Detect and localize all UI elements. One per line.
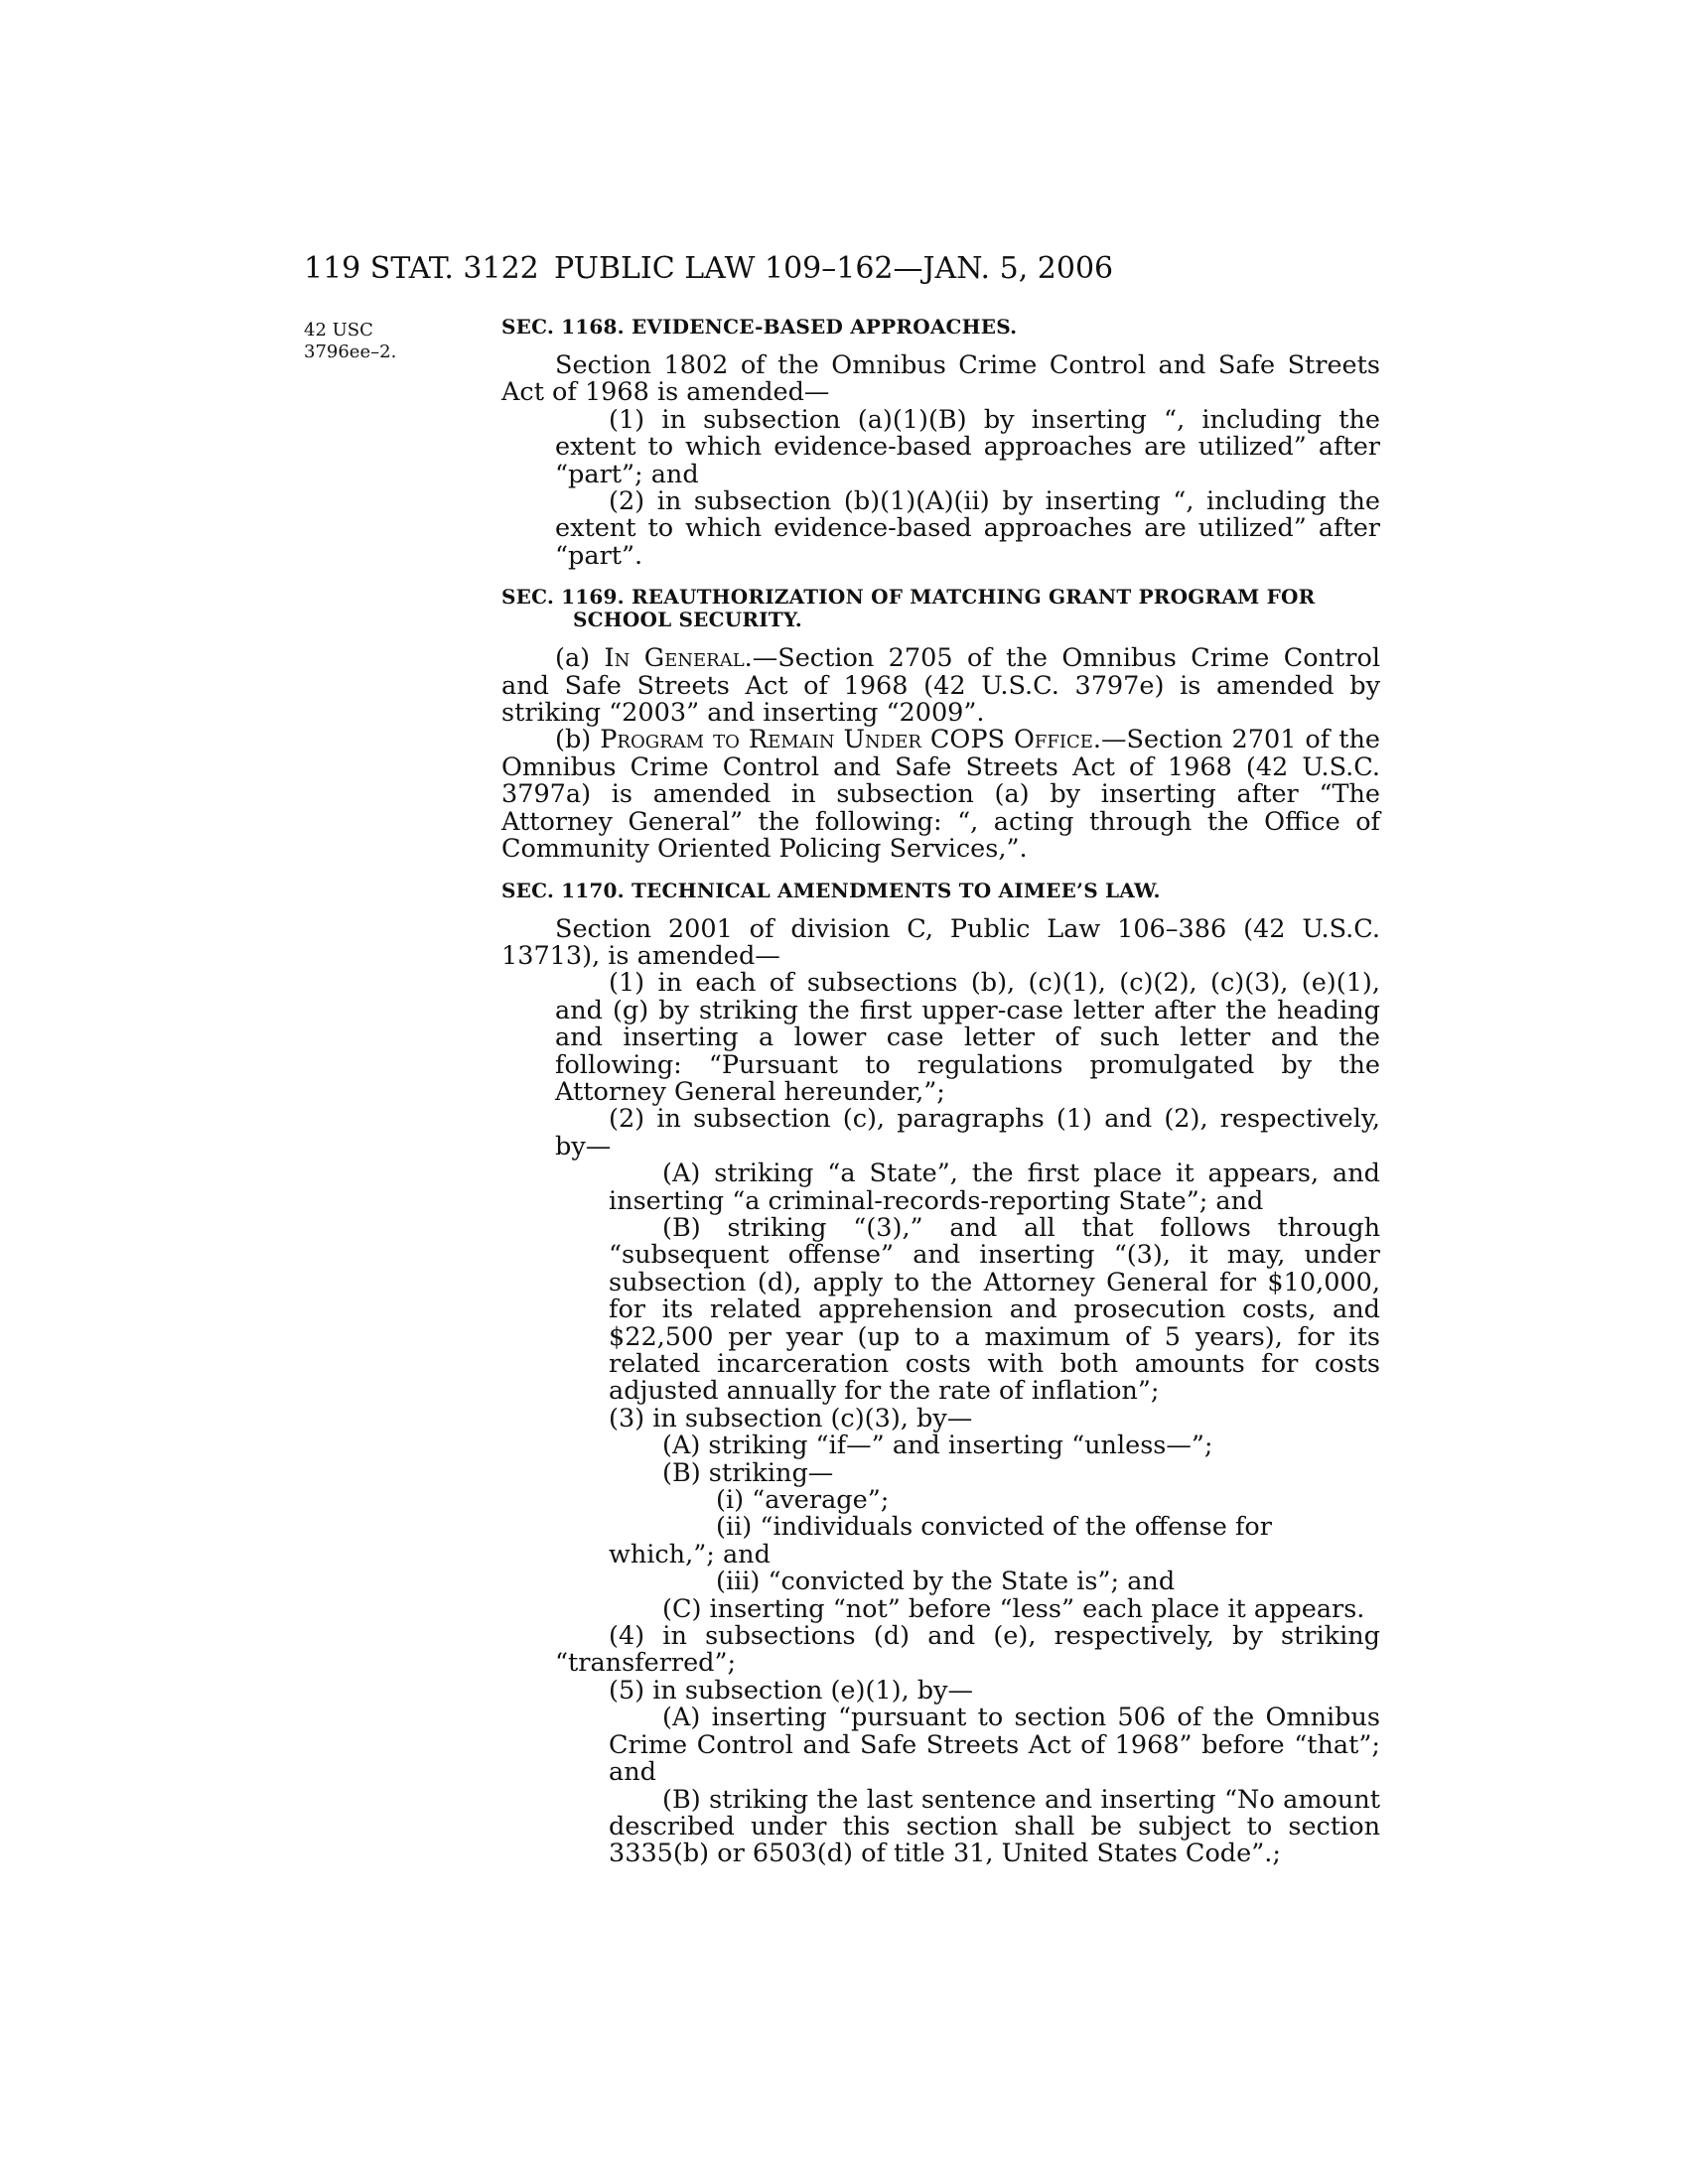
margin-citation: [304, 320, 396, 363]
section-1170-para-5: (5) in subsection (e)(1), by—: [609, 1675, 974, 1706]
subsection-b-text: —Section 2701 of the Omnibus Crime Control and Safe Streets Act of 1968 (42 U.S.C. 3797a) is amended in subsection (a) by inserting after “The Attorney General” the following: “, acting through the Office of Community Oriented Policing Services,”.: [501, 725, 1381, 865]
margin-citation-line2: 3796ee–2.: [304, 341, 397, 362]
section-1170-para-2-A: (A) striking “a State”, the first place it appears, and inserting “a criminal-records-reporting State”; and: [609, 1159, 1380, 1216]
margin-citation-line1: 42 USC: [304, 320, 373, 341]
subsection-b-label: (b): [555, 725, 601, 755]
section-1170-intro: Section 2001 of division C, Public Law 106–386 (42 U.S.C. 13713), is amended—: [501, 913, 1380, 971]
section-1170-para-1: (1) in each of subsections (b), (c)(1), (c)(2), (c)(3), (e)(1), and (g) by striking the first upper-case letter after the heading and inserting a lower case letter of such letter and the following: “Pursuant to regulations promulgated by the Attorney General hereunder,”;: [555, 968, 1380, 1107]
section-1170-para-3-B-i: (i) “average”;: [716, 1485, 890, 1516]
section-1170-para-2-B: (B) striking “(3),” and all that follows through “subsequent offense” and inserting “(3), it may, under subsection (d), apply to the Attorney General for $10,000, for its related apprehension and prosecution costs, and $22,500 per year (up to a maximum of 5 years), for its related incarceration costs with both amounts for costs adjusted annually for the rate of inflation”;: [609, 1212, 1380, 1407]
document-body: [501, 316, 1380, 1868]
section-1168-heading: SEC. 1168. EVIDENCE-BASED APPROACHES.: [501, 315, 1018, 339]
section-1170-para-3-C: (C) inserting “not” before “less” each place it appears.: [662, 1593, 1365, 1624]
section-1170-para-2: (2) in subsection (c), paragraphs (1) and (2), respectively, by—: [555, 1104, 1380, 1161]
section-1170-heading: SEC. 1170. TECHNICAL AMENDMENTS TO AIMEE’S LAW.: [501, 878, 1161, 902]
subsection-a-caption: In General.: [604, 643, 753, 674]
section-1168-intro: Section 1802 of the Omnibus Crime Control and Safe Streets Act of 1968 is amended—: [501, 350, 1380, 408]
section-1169-subsection-a: [501, 645, 1380, 727]
section-1170-para-4: (4) in subsections (d) and (e), respectively, by striking “transferred”;: [555, 1621, 1380, 1679]
subsection-b-caption: Program to Remain Under COPS Office.: [600, 725, 1101, 755]
section-1170-para-3-B-ii: (ii) “individuals convicted of the offense for which,”; and: [609, 1512, 1272, 1570]
section-1168-para-2: (2) in subsection (b)(1)(A)(ii) by inserting “, including the extent to which evidence-based approaches are utilized” after “part”.: [555, 486, 1380, 571]
section-1170-para-3-B-iii: (iii) “convicted by the State is”; and: [716, 1567, 1176, 1597]
section-1170-para-3-B: (B) striking—: [662, 1457, 834, 1488]
subsection-a-text: —Section 2705 of the Omnibus Crime Control and Safe Streets Act of 1968 (42 U.S.C. 3797e) is amended by striking “2003” and inserting “2009”.: [501, 643, 1380, 729]
section-1170-para-5-B: (B) striking the last sentence and inserting “No amount described under this section shall be subject to section 3335(b) or 6503(d) of title 31, United States Code”.;: [609, 1784, 1380, 1869]
section-1170-para-5-A: (A) inserting “pursuant to section 506 of the Omnibus Crime Control and Safe Streets Act of 1968” before “that”; and: [609, 1703, 1380, 1788]
subsection-a-label: (a): [555, 643, 605, 674]
section-1168-para-1: (1) in subsection (a)(1)(B) by inserting “, including the extent to which evidence-based approaches are utilized” after “part”; and: [555, 404, 1380, 489]
section-1169-heading: SEC. 1169. REAUTHORIZATION OF MATCHING GRANT PROGRAM FOR SCHOOL SECURITY.: [501, 585, 1316, 632]
statute-page-number: 119 STAT. 3122: [304, 251, 539, 286]
section-1170-para-3: (3) in subsection (c)(3), by—: [609, 1403, 973, 1433]
section-1170-para-3-A: (A) striking “if—” and inserting “unless—”;: [662, 1431, 1213, 1461]
running-header-title: PUBLIC LAW 109–162—JAN. 5, 2006: [554, 251, 1114, 286]
section-1169-subsection-b: [501, 727, 1380, 863]
